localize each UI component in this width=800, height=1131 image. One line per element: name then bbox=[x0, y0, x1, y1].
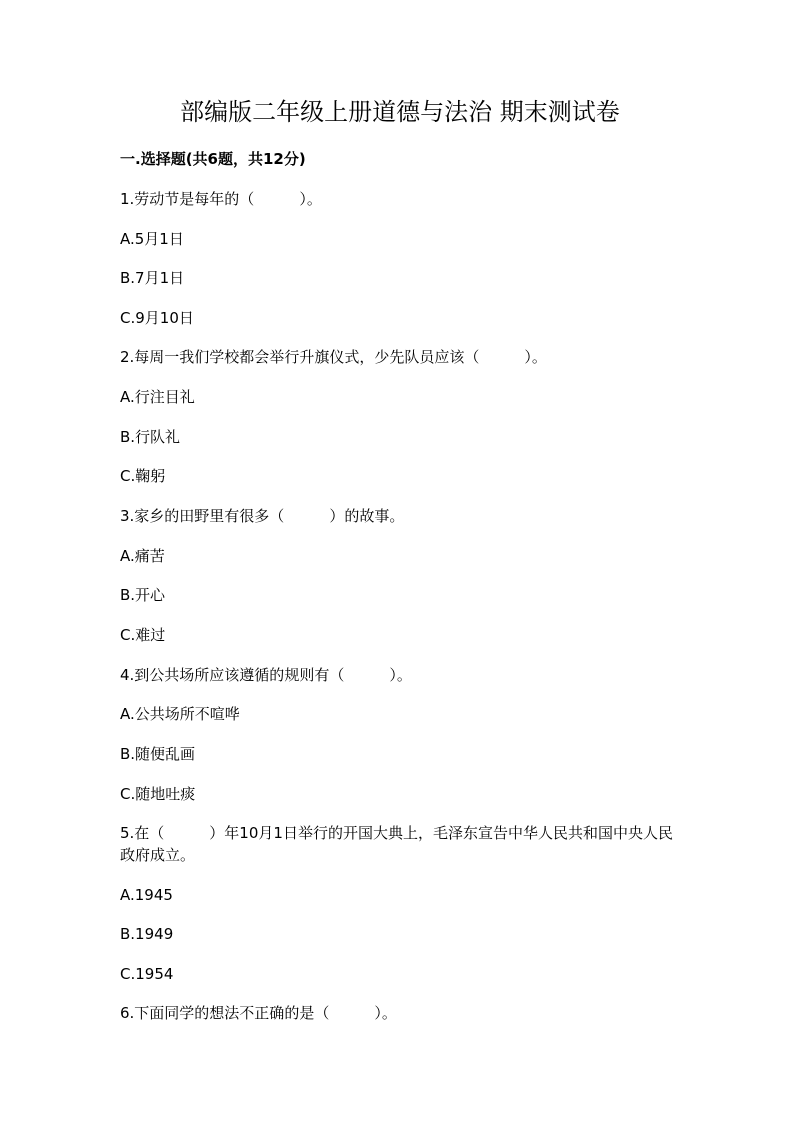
question-1-option-b: B.7月1日 bbox=[120, 269, 185, 287]
page-title: 部编版二年级上册道德与法治 期末测试卷 bbox=[180, 98, 620, 126]
question-3-option-b: B.开心 bbox=[120, 586, 166, 604]
question-4-stem: 4.到公共场所应该遵循的规则有（ ）。 bbox=[120, 666, 412, 684]
question-3-option-c: C.难过 bbox=[120, 626, 166, 644]
question-4-option-b: B.随便乱画 bbox=[120, 745, 196, 763]
question-5-option-b: B.1949 bbox=[120, 925, 174, 943]
question-2-option-a: A.行注目礼 bbox=[120, 388, 195, 406]
question-4-option-a: A.公共场所不喧哗 bbox=[120, 705, 240, 723]
question-5-stem: 5.在（ ）年10月1日举行的开国大典上，毛泽东宣告中华人民共和国中央人民政府成立。 bbox=[120, 824, 673, 864]
question-2-stem: 2.每周一我们学校都会举行升旗仪式，少先队员应该（ ）。 bbox=[120, 348, 547, 366]
question-2-option-b: B.行队礼 bbox=[120, 428, 181, 446]
question-1-option-a: A.5月1日 bbox=[120, 230, 184, 248]
section-heading: 一.选择题(共6题，共12分) bbox=[120, 150, 306, 168]
question-6-stem: 6.下面同学的想法不正确的是（ ）。 bbox=[120, 1004, 397, 1022]
question-3-stem: 3.家乡的田野里有很多（ ）的故事。 bbox=[120, 507, 405, 525]
question-1-stem: 1.劳动节是每年的（ ）。 bbox=[120, 190, 322, 208]
question-3-option-a: A.痛苦 bbox=[120, 547, 165, 565]
question-2-option-c: C.鞠躬 bbox=[120, 467, 166, 485]
question-1-option-c: C.9月10日 bbox=[120, 309, 194, 327]
question-4-option-c: C.随地吐痰 bbox=[120, 785, 196, 803]
question-5-option-a: A.1945 bbox=[120, 886, 173, 904]
question-5-option-c: C.1954 bbox=[120, 965, 174, 983]
